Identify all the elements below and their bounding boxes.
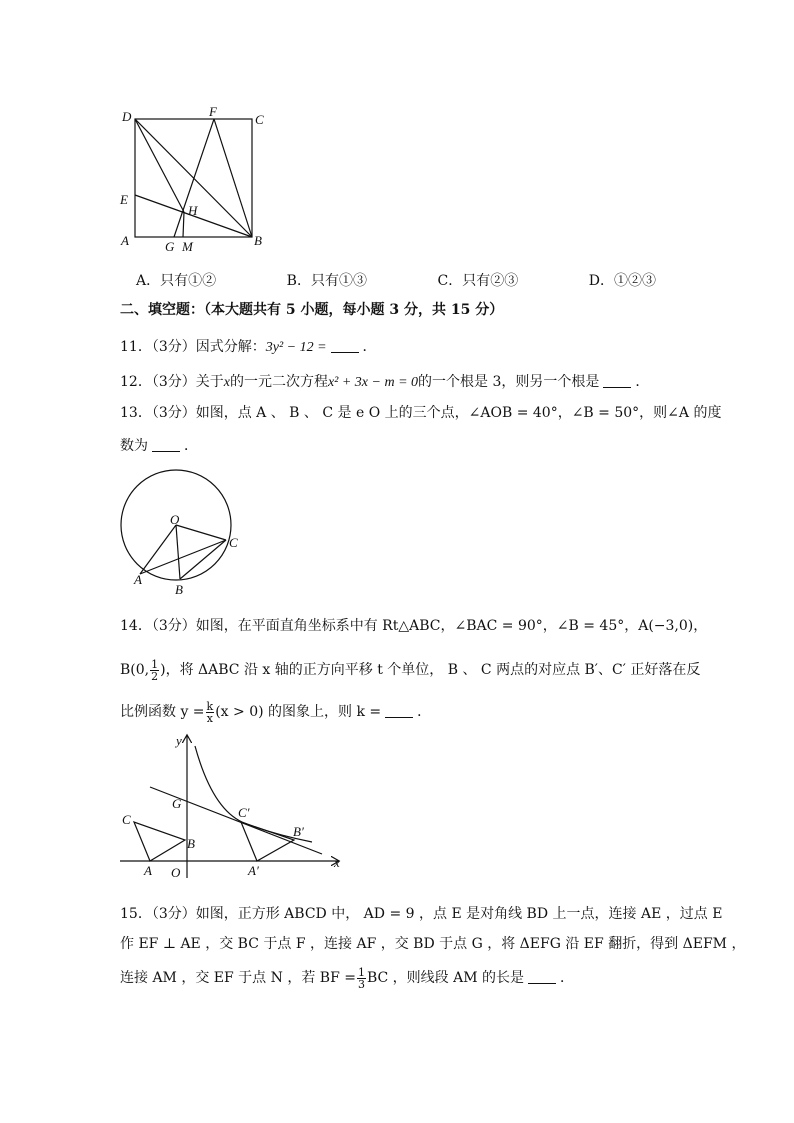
option-a-text: 只有①②	[160, 273, 217, 289]
circle-figure-svg	[112, 468, 252, 600]
label-e: E	[120, 192, 128, 207]
question-15-line-3	[120, 966, 574, 990]
segment-hm	[183, 212, 184, 237]
option-a-letter: A．	[136, 273, 161, 289]
label-a: A	[144, 863, 152, 878]
segment-ob	[176, 525, 180, 579]
q15-line3-text: BC ，则线段 AM 的长是	[366, 970, 525, 986]
q12-mid: 的一元二次方程	[229, 374, 328, 390]
q14-line3-text: (x > 0) 的图象上，则 k =	[215, 704, 382, 720]
option-d-text: ①②③	[613, 273, 656, 289]
q15-suffix: ．	[560, 970, 575, 986]
label-c: C	[255, 112, 264, 127]
q13-suffix: ．	[184, 438, 198, 454]
question-14-line-2	[120, 658, 700, 682]
q14-fraction-numerator: 1	[151, 657, 159, 671]
q14-fraction-k-over-x	[206, 701, 215, 724]
question-15-line-1: 15．（3分）如图，正方形 ABCD 中， AD = 9 ，点 E 是对角线 BD 上一点，连接 AE ，过点 E	[120, 906, 723, 922]
section-heading: 二、填空题：（本大题共有 5 小题，每小题 3 分，共 15 分）	[120, 302, 504, 318]
label-g: G	[165, 239, 175, 254]
q15-fraction-one-third	[357, 967, 366, 990]
q14-answer-blank[interactable]	[385, 703, 413, 718]
q14-line2-text: )，将 ΔABC 沿 x 轴的正方向平移 t 个单位， B 、 C 两点的对应点 B′、C′ 正好落在反	[160, 662, 701, 678]
q15-fraction-denominator: 3	[357, 977, 365, 991]
option-b-text: 只有①③	[310, 273, 367, 289]
q14-point-b-start: B(0,	[120, 662, 150, 678]
coordinate-figure-svg	[112, 730, 352, 882]
label-m: M	[182, 239, 193, 254]
segment-fb	[214, 119, 252, 237]
label-b: B	[254, 233, 262, 248]
q12-equation: x² + 3x − m = 0	[327, 375, 419, 390]
label-y: y	[176, 733, 182, 748]
q14-fraction-denominator: 2	[151, 669, 159, 683]
q11-answer-blank[interactable]	[331, 338, 359, 353]
triangle-abc	[134, 822, 185, 861]
q12-answer-blank[interactable]	[603, 373, 631, 388]
q12-suffix: ．	[635, 374, 650, 390]
label-c: C	[122, 812, 131, 827]
q15-fraction-numerator: 1	[357, 965, 365, 979]
option-b-letter: B．	[286, 273, 311, 289]
question-12	[120, 372, 649, 393]
q14-fraction-x: x	[206, 711, 213, 725]
label-o: O	[171, 865, 181, 880]
segment-fg	[174, 119, 214, 237]
label-a: A	[134, 572, 142, 587]
label-x: x	[334, 855, 340, 870]
q11-expression: 3y² − 12 =	[265, 340, 327, 355]
q15-answer-blank[interactable]	[528, 969, 556, 984]
question-11	[120, 337, 377, 358]
option-d[interactable]	[589, 270, 656, 290]
answer-options	[136, 270, 656, 290]
label-b-prime: B′	[293, 824, 304, 839]
option-c-text: 只有②③	[462, 273, 519, 289]
label-h: H	[188, 203, 198, 218]
question-13-line-1: 13．（3分）如图，点 A 、 B 、 C 是 e O 上的三个点，∠AOB = 40°，∠B = 50°，则∠A 的度	[120, 405, 722, 421]
question-14-line-1: 14．（3分）如图，在平面直角坐标系中有 Rt△ABC，∠BAC = 90°，∠B = 45°，A(−3,0)，	[120, 618, 708, 634]
option-d-letter: D．	[588, 273, 614, 289]
coordinate-figure	[112, 730, 352, 882]
question-15-line-2: 作 EF ⊥ AE ，交 BC 于点 F ，连接 AF ，交 BD 于点 G ，将 ΔEFG 沿 EF 翻折，得到 ΔEFM ，	[120, 936, 746, 952]
q11-suffix: ．	[362, 339, 377, 355]
q14-suffix: ．	[417, 704, 432, 720]
q13-answer-blank[interactable]	[152, 437, 180, 452]
option-c-letter: C．	[437, 273, 463, 289]
segment-oc	[176, 525, 226, 540]
label-b: B	[187, 836, 195, 851]
question-14-line-3	[120, 700, 431, 724]
q14-fraction-k: k	[206, 699, 214, 713]
q14-function-start: 比例函数 y =	[120, 704, 205, 720]
q12-text: 的一个根是 3，则另一个根是	[418, 374, 600, 390]
q14-fraction-half	[150, 659, 159, 682]
circle-figure	[112, 468, 252, 600]
label-c-prime: C′	[238, 805, 250, 820]
question-13-line-2	[120, 436, 198, 456]
square-figure	[112, 100, 282, 260]
label-c: C	[229, 535, 238, 550]
option-c[interactable]	[437, 270, 518, 290]
label-d: D	[122, 109, 132, 124]
q12-variable: x	[223, 375, 230, 390]
q12-prefix: 12．（3分）关于	[120, 374, 224, 390]
label-f: F	[209, 104, 217, 119]
label-o: O	[170, 512, 180, 527]
q11-prefix: 11．（3分）因式分解：	[120, 339, 266, 355]
square-figure-svg	[112, 100, 282, 260]
option-b[interactable]	[287, 270, 367, 290]
label-a-prime: A′	[248, 863, 259, 878]
label-a: A	[121, 233, 129, 248]
triangle-abc-prime	[241, 822, 294, 861]
label-g: G	[172, 796, 182, 811]
q15-line3-start: 连接 AM ，交 EF 于点 N ，若 BF =	[120, 970, 356, 986]
q13-line2-text: 数为	[120, 438, 148, 454]
label-b: B	[175, 582, 183, 597]
option-a[interactable]	[136, 270, 216, 290]
